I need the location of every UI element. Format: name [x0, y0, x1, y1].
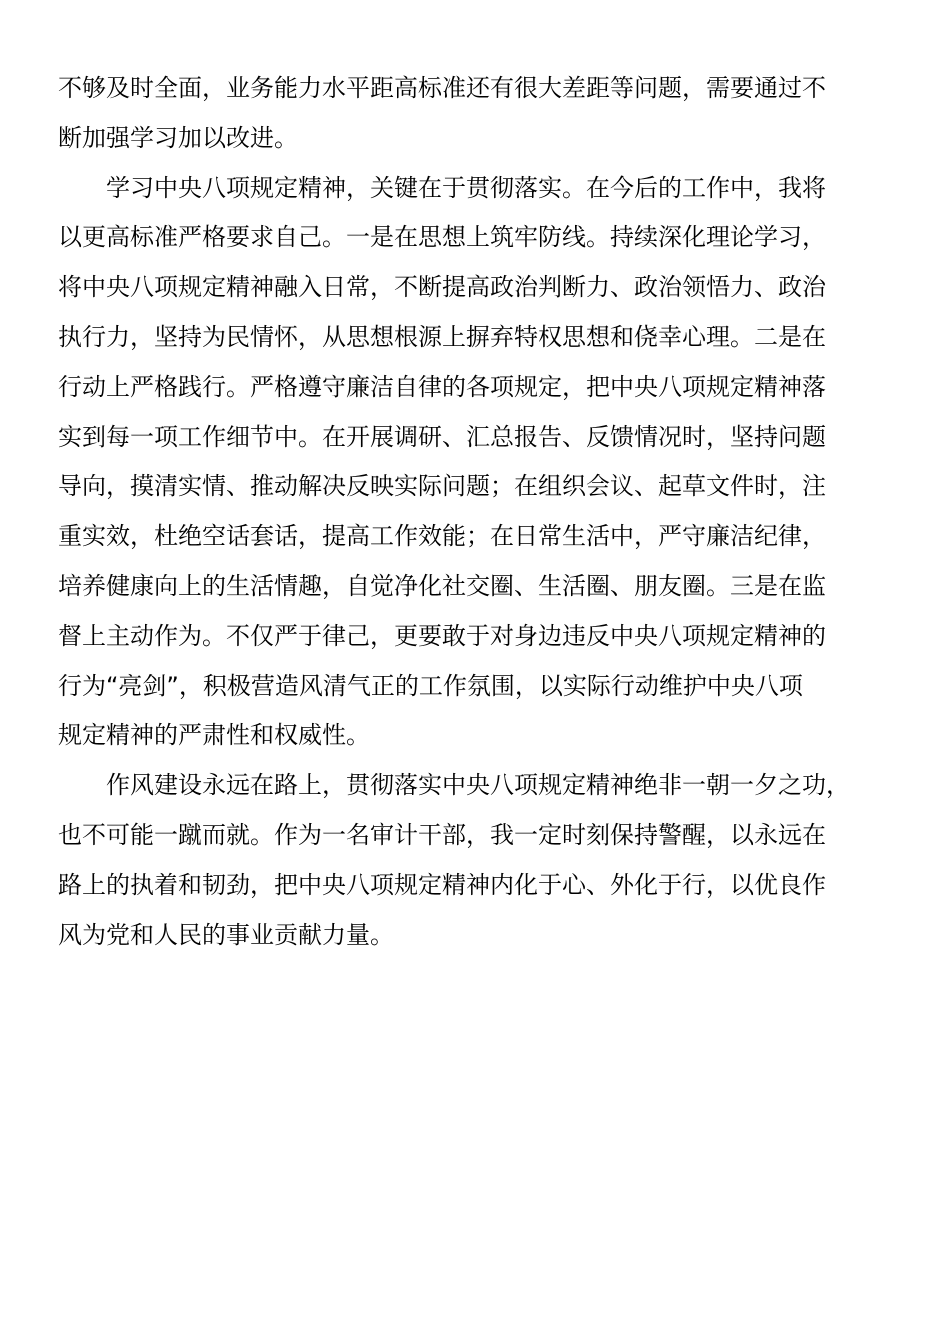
text-line: 不够及时全面，业务能力水平距高标准还有很大差距等问题，需要通过不: [58, 74, 826, 102]
text-line: 实到每一项工作细节中。在开展调研、汇总报告、反馈情况时，坚持问题: [58, 422, 826, 451]
text-line: 行为“亮剑”，积极营造风清气正的工作氛围，以实际行动维护中央八项: [58, 671, 803, 700]
text-line: 断加强学习加以改进。: [58, 123, 298, 152]
text-line: 行动上严格践行。严格遵守廉洁自律的各项规定，把中央八项规定精神落: [58, 372, 826, 401]
text-line: 执行力，坚持为民情怀，从思想根源上摒弃特权思想和侥幸心理。二是在: [58, 322, 826, 351]
document-body: [58, 64, 898, 960]
text-line: 培养健康向上的生活情趣，自觉净化社交圈、生活圈、朋友圈。三是在监: [58, 571, 826, 600]
text-line: 将中央八项规定精神融入日常，不断提高政治判断力、政治领悟力、政治: [58, 273, 826, 302]
text-line: 也不可能一蹴而就。作为一名审计干部，我一定时刻保持警醒，以永远在: [58, 820, 826, 849]
paragraph-3: [58, 761, 898, 960]
text-line: 重实效，杜绝空话套话，提高工作效能；在日常生活中，严守廉洁纪律，: [58, 522, 826, 551]
text-line: 以更高标准严格要求自己。一是在思想上筑牢防线。持续深化理论学习，: [58, 223, 826, 252]
text-line: 风为党和人民的事业贡献力量。: [58, 920, 394, 949]
text-line: 督上主动作为。不仅严于律己，更要敢于对身边违反中央八项规定精神的: [58, 621, 826, 650]
text-line: 作风建设永远在路上，贯彻落实中央八项规定精神绝非一朝一夕之功，: [106, 771, 850, 800]
text-line: 路上的执着和韧劲，把中央八项规定精神内化于心、外化于行，以优良作: [58, 870, 826, 899]
paragraph-1: [58, 64, 898, 164]
text-line: 学习中央八项规定精神，关键在于贯彻落实。在今后的工作中，我将: [106, 173, 826, 202]
text-line: 规定精神的严肃性和权威性。: [58, 721, 370, 750]
paragraph-2: [58, 164, 898, 762]
text-line: 导向，摸清实情、推动解决反映实际问题；在组织会议、起草文件时，注: [58, 472, 826, 501]
